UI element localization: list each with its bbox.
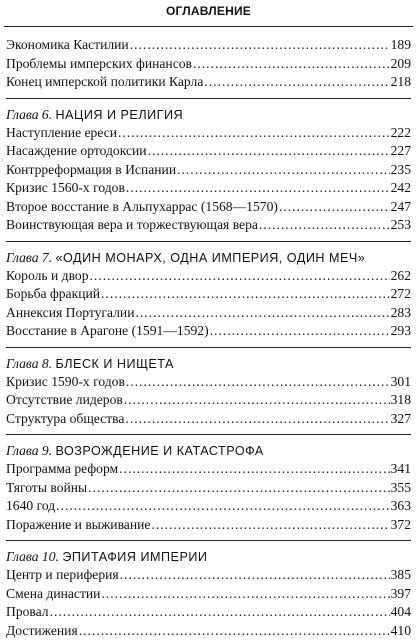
dot-leader [151,516,389,535]
toc-entry[interactable] [6,36,411,55]
entry-title: 1640 год [6,497,55,516]
toc-entry[interactable] [6,373,411,392]
entry-title: Экономика Кастилии [6,36,129,55]
dot-leader [130,36,390,55]
page-header: ОГЛАВЛЕНИЕ [0,4,417,18]
entry-page: 341 [391,460,411,479]
entry-page: 293 [391,322,411,341]
section-divider [6,434,411,435]
chapter-name: БЛЕСК И НИЩЕТА [56,357,174,371]
entry-page: 385 [391,566,411,585]
entry-page: 253 [391,216,411,235]
toc-entry[interactable] [6,161,411,180]
chapter-label: Глава 8. [6,356,52,371]
entry-page: 410 [391,622,411,640]
entry-title: Аннексия Португалии [6,304,134,323]
toc-entry[interactable] [6,585,411,604]
toc-section [6,105,411,235]
toc-entry[interactable] [6,216,411,235]
entry-title: Второе восстание в Альпухаррас (1568—1570) [6,198,278,217]
entry-page: 209 [391,55,411,74]
entry-page: 189 [391,36,411,55]
entry-page: 235 [391,161,411,180]
section-divider [6,540,411,541]
entry-title: Восстание в Арагоне (1591—1592) [6,322,209,341]
toc-entry[interactable] [6,322,411,341]
dot-leader [56,497,389,516]
section-divider [6,98,411,99]
toc-section [6,36,411,92]
entry-title: Контрреформация в Испании [6,161,176,180]
entry-page: 247 [391,198,411,217]
entry-page: 404 [391,603,411,622]
dot-leader [126,179,390,198]
entry-page: 222 [391,124,411,143]
entry-title: Смена династии [6,585,100,604]
toc-entry[interactable] [6,285,411,304]
entry-title: Наступление ереси [6,124,117,143]
entry-page: 372 [391,516,411,535]
toc-entry[interactable] [6,566,411,585]
chapter-heading[interactable] [6,248,411,267]
dot-leader [101,285,390,304]
chapter-name: ВОЗРОЖДЕНИЕ И КАТАСТРОФА [56,444,264,458]
dot-leader [210,322,390,341]
toc-section [6,441,411,534]
chapter-label: Глава 9. [6,443,52,458]
toc-section [6,248,411,341]
toc-section [6,547,411,640]
dot-leader [88,479,389,498]
toc-section [6,354,411,429]
toc-entry[interactable] [6,198,411,217]
entry-page: 218 [391,73,411,92]
dot-leader [119,460,389,479]
entry-page: 242 [391,179,411,198]
chapter-heading[interactable] [6,441,411,460]
entry-title: Король и двор [6,267,89,286]
toc-entry[interactable] [6,479,411,498]
entry-page: 397 [391,585,411,604]
entry-title: Программа реформ [6,460,118,479]
toc-entry[interactable] [6,516,411,535]
entry-title: Кризис 1560-х годов [6,179,125,198]
entry-title: Отсутствие лидеров [6,391,123,410]
entry-page: 355 [391,479,411,498]
table-of-contents [6,36,411,640]
entry-page: 272 [391,285,411,304]
entry-title: Борьба фракций [6,285,100,304]
toc-entry[interactable] [6,410,411,429]
entry-title: Поражение и выживание [6,516,150,535]
entry-title: Воинствующая вера и торжествующая вера [6,216,258,235]
dot-leader [148,142,390,161]
entry-page: 283 [391,304,411,323]
chapter-heading[interactable] [6,105,411,124]
entry-page: 262 [391,267,411,286]
dot-leader [120,566,390,585]
dot-leader [177,161,390,180]
header-rule [4,26,413,27]
chapter-label: Глава 10. [6,549,59,564]
entry-title: Насаждение ортодоксии [6,142,147,161]
entry-title: Конец имперской политики Карла [6,73,203,92]
toc-entry[interactable] [6,142,411,161]
dot-leader [279,198,390,217]
dot-leader [101,585,389,604]
chapter-label: Глава 7. [6,250,52,265]
entry-title: Кризис 1590-х годов [6,373,125,392]
toc-entry[interactable] [6,267,411,286]
toc-entry[interactable] [6,622,411,640]
toc-entry[interactable] [6,497,411,516]
entry-title: Провал [6,603,49,622]
entry-page: 227 [391,142,411,161]
chapter-name: ЭПИТАФИЯ ИМПЕРИИ [62,550,207,564]
entry-title: Проблемы имперских финансов [6,55,192,74]
dot-leader [204,73,389,92]
dot-leader [135,304,389,323]
dot-leader [193,55,390,74]
toc-entry[interactable] [6,391,411,410]
entry-page: 318 [391,391,411,410]
chapter-heading[interactable] [6,354,411,373]
dot-leader [126,373,390,392]
chapter-name: «ОДИН МОНАРХ, ОДНА ИМПЕРИЯ, ОДИН МЕЧ» [56,251,366,265]
toc-entry[interactable] [6,304,411,323]
entry-page: 327 [391,410,411,429]
toc-entry[interactable] [6,55,411,74]
dot-leader [50,603,390,622]
dot-leader [90,267,390,286]
toc-entry[interactable] [6,73,411,92]
dot-leader [118,124,390,143]
dot-leader [125,410,389,429]
toc-entry[interactable] [6,124,411,143]
entry-title: Структура общества [6,410,124,429]
dot-leader [124,391,390,410]
section-divider [6,347,411,348]
dot-leader [79,622,390,640]
entry-title: Тяготы войны [6,479,87,498]
entry-title: Достижения [6,622,78,640]
section-divider [6,241,411,242]
entry-page: 363 [391,497,411,516]
toc-entry[interactable] [6,460,411,479]
chapter-label: Глава 6. [6,107,52,122]
entry-page: 301 [391,373,411,392]
toc-entry[interactable] [6,179,411,198]
toc-entry[interactable] [6,603,411,622]
chapter-name: НАЦИЯ И РЕЛИГИЯ [56,108,184,122]
dot-leader [259,216,390,235]
entry-title: Центр и периферия [6,566,119,585]
